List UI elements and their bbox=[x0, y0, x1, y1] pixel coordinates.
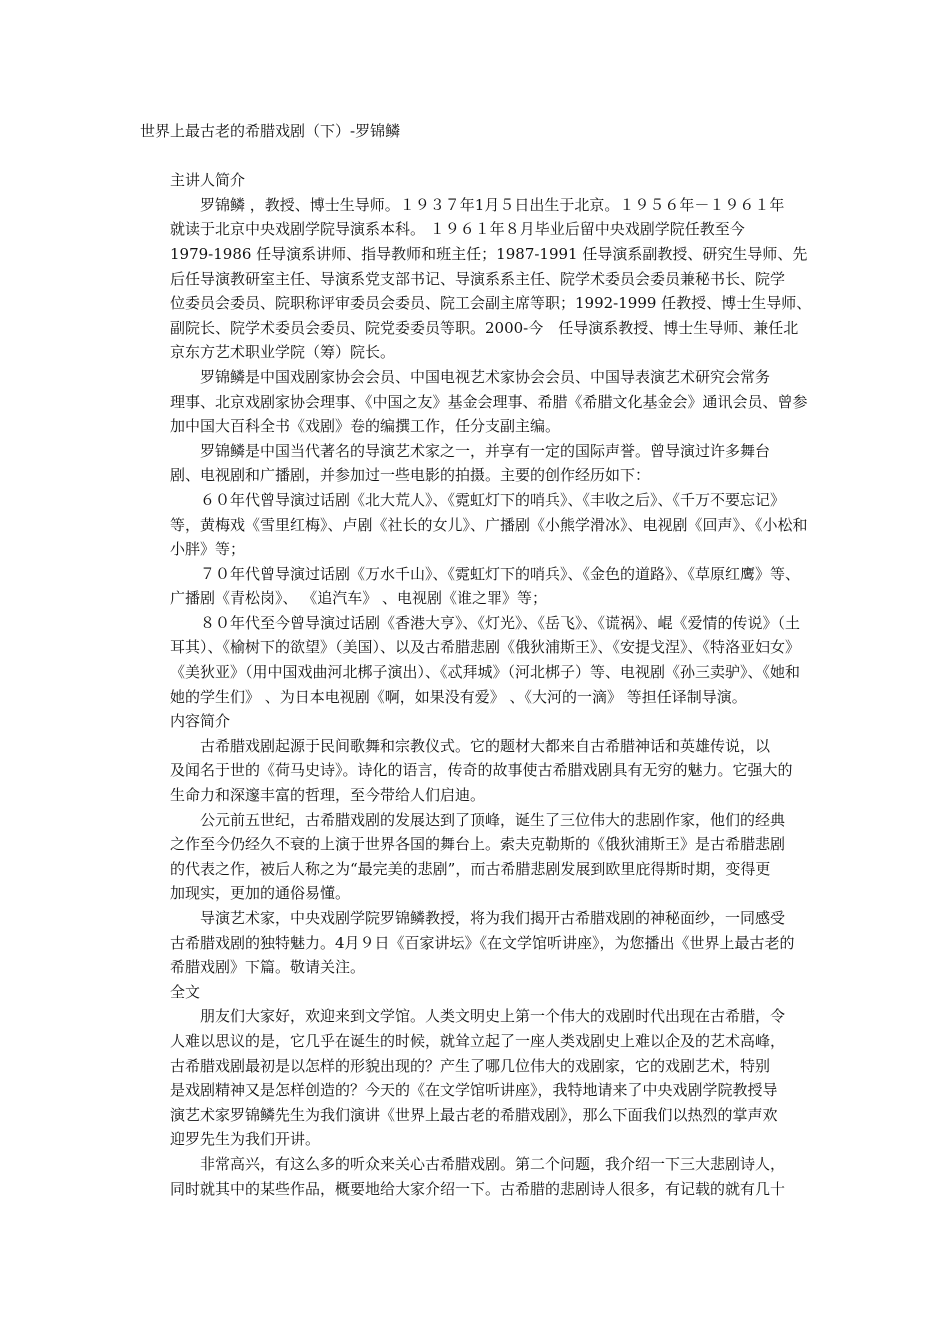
text-line: 古希腊戏剧起源于民间歌舞和宗教仪式。它的题材大都来自古希腊神话和英雄传说，以 bbox=[200, 736, 771, 755]
text-line: 罗锦鳞 ，教授、博士生导师。１９３７年1月５日出生于北京。１９５６年－１９６１年 bbox=[200, 195, 785, 214]
text-line: 的代表之作，被后人称之为“最完美的悲剧”，而古希腊悲剧发展到欧里庇得斯时期，变得更 bbox=[170, 859, 771, 878]
text-line: 小胖》等； bbox=[170, 540, 246, 559]
text-line: 公元前五世纪，古希腊戏剧的发展达到了顶峰，诞生了三位伟大的悲剧作家，他们的经典 bbox=[200, 810, 786, 829]
text-line: 加中国大百科全书《戏剧》卷的编撰工作，任分支副主编。 bbox=[170, 417, 561, 436]
text-line: 演艺术家罗锦鳞先生为我们演讲《世界上最古老的希腊戏剧》，那么下面我们以热烈的掌声欢 bbox=[170, 1105, 778, 1124]
summary-paragraph-2 bbox=[140, 808, 815, 906]
text-line: 及闻名于世的《荷马史诗》。诗化的语言，传奇的故事使古希腊戏剧具有无穷的魅力。它强大的 bbox=[170, 761, 793, 780]
text-line: ７０年代曾导演过话剧《万水千山》、《霓虹灯下的哨兵》、《金色的道路》、《草原红鹰》等、 bbox=[200, 564, 801, 583]
text-line: 就读于北京中央戏剧学院导演系本科。 １９６１年８月毕业后留中央戏剧学院任教至今 bbox=[170, 220, 745, 239]
speaker-paragraph-60s bbox=[140, 488, 815, 562]
text-line: 她的学生们》 、为日本电视剧《啊，如果没有爱》 、《大河的一滴》 等担任译制导演。 bbox=[170, 687, 747, 706]
section-heading-summary: 内容简介 bbox=[170, 712, 231, 731]
text-line: 罗锦鳞是中国戏剧家协会会员、中国电视艺术家协会会员、中国导表演艺术研究会常务 bbox=[200, 367, 771, 386]
text-line: 广播剧《青松岗》、 《追汽车》 、电视剧《谁之罪》等； bbox=[170, 589, 548, 608]
text-line: ６０年代曾导演过话剧《北大荒人》、《霓虹灯下的哨兵》、《丰收之后》、《千万不要忘记》 bbox=[200, 490, 786, 509]
text-line: 生命力和深邃丰富的哲理，至今带给人们启迪。 bbox=[170, 786, 486, 805]
text-line: 导演艺术家，中央戏剧学院罗锦鳞教授，将为我们揭开古希腊戏剧的神秘面纱，一同感受 bbox=[200, 909, 786, 927]
section-heading-fulltext: 全文 bbox=[170, 982, 201, 1001]
text-line: 剧、电视剧和广播剧，并参加过一些电影的拍摄。主要的创作经历如下： bbox=[170, 466, 651, 485]
text-line: 加现实，更加的通俗易懂。 bbox=[170, 884, 351, 903]
text-line: ８０年代至今曾导演过话剧《香港大亨》、《灯光》、《岳飞》、《谎祸》、崐《爱情的传说》（土 bbox=[200, 613, 801, 632]
speaker-paragraph-80s bbox=[140, 611, 815, 709]
text-line: 耳其）、《榆树下的欲望》（美国）、以及古希腊悲剧《俄狄浦斯王》、《安提戈涅》、《特洛亚妇女》 bbox=[170, 638, 801, 657]
document-body bbox=[140, 119, 815, 1201]
text-line: 古希腊戏剧的独特魅力。4月９日《百家讲坛》《在文学馆听讲座》，为您播出《世界上最古老的 bbox=[170, 933, 795, 952]
speaker-paragraph-2 bbox=[140, 365, 815, 439]
section-heading-speaker: 主讲人简介 bbox=[170, 171, 246, 190]
fulltext-paragraph-2 bbox=[140, 1152, 815, 1201]
fulltext-paragraph-1 bbox=[140, 1004, 815, 1152]
summary-paragraph-1 bbox=[140, 734, 815, 808]
text-line: 之作至今仍经久不衰的上演于世界各国的舞台上。索夫克勒斯的《俄狄浦斯王》是古希腊悲剧 bbox=[170, 835, 786, 854]
text-line: 希腊戏剧》下篇。敬请关注。 bbox=[170, 958, 366, 977]
text-line: 古希腊戏剧最初是以怎样的形貌出现的？产生了哪几位伟大的戏剧家，它的戏剧艺术，特别 bbox=[170, 1056, 771, 1075]
text-line: 等，黄梅戏《雪里红梅》、卢剧《社长的女儿》、广播剧《小熊学滑冰》、电视剧《回声》、《小松和 bbox=[170, 515, 808, 534]
text-line: 《美狄亚》（用中国戏曲河北梆子演出）、《忒拜城》（河北梆子）等、电视剧《孙三卖驴》、《她和 bbox=[170, 663, 801, 682]
text-line: 同时就其中的某些作品，概要地给大家介绍一下。古希腊的悲剧诗人很多，有记载的就有几十 bbox=[170, 1179, 786, 1198]
summary-paragraph-3 bbox=[140, 906, 815, 980]
text-line: 朋友们大家好，欢迎来到文学馆。人类文明史上第一个伟大的戏剧时代出现在古希腊，令 bbox=[200, 1007, 786, 1026]
speaker-paragraph-3 bbox=[140, 439, 815, 488]
speaker-paragraph-70s bbox=[140, 562, 815, 611]
text-line: 副院长、院学术委员会委员、院党委委员等职。2000-今 任导演系教授、博士生导师、兼任北 bbox=[170, 318, 799, 337]
document-title: 世界上最古老的希腊戏剧（下）-罗锦鳞 bbox=[140, 122, 401, 140]
text-line: 人难以思议的是，它几乎在诞生的时候，就耸立起了一座人类戏剧史上难以企及的艺术高峰， bbox=[170, 1031, 786, 1050]
text-line: 非常高兴，有这么多的听众来关心古希腊戏剧。第二个问题，我介绍一下三大悲剧诗人， bbox=[200, 1154, 786, 1173]
blank-line bbox=[140, 144, 815, 169]
text-line: 1979-1986 任导演系讲师、指导教师和班主任；1987-1991 任导演系副教授、研究生导师、先 bbox=[170, 244, 808, 263]
text-line: 罗锦鳞是中国当代著名的导演艺术家之一，并享有一定的国际声誉。曾导演过许多舞台 bbox=[200, 441, 771, 460]
text-line: 后任导演教研室主任、导演系党支部书记、导演系系主任、院学术委员会委员兼秘书长、院学 bbox=[170, 269, 786, 288]
text-line: 迎罗先生为我们开讲。 bbox=[170, 1130, 321, 1149]
text-line: 是戏剧精神又是怎样创造的？今天的《在文学馆听讲座》，我特地请来了中央戏剧学院教授导 bbox=[170, 1081, 778, 1100]
text-line: 京东方艺术职业学院（筹）院长。 bbox=[170, 343, 396, 362]
text-line: 理事、北京戏剧家协会理事、《中国之友》基金会理事、希腊《希腊文化基金会》通讯会员、曾参 bbox=[170, 392, 808, 411]
text-line: 位委员会委员、院职称评审委员会委员、院工会副主席等职；1992-1999 任教授、博士生导师、 bbox=[170, 294, 812, 313]
speaker-paragraph-1 bbox=[140, 193, 815, 365]
